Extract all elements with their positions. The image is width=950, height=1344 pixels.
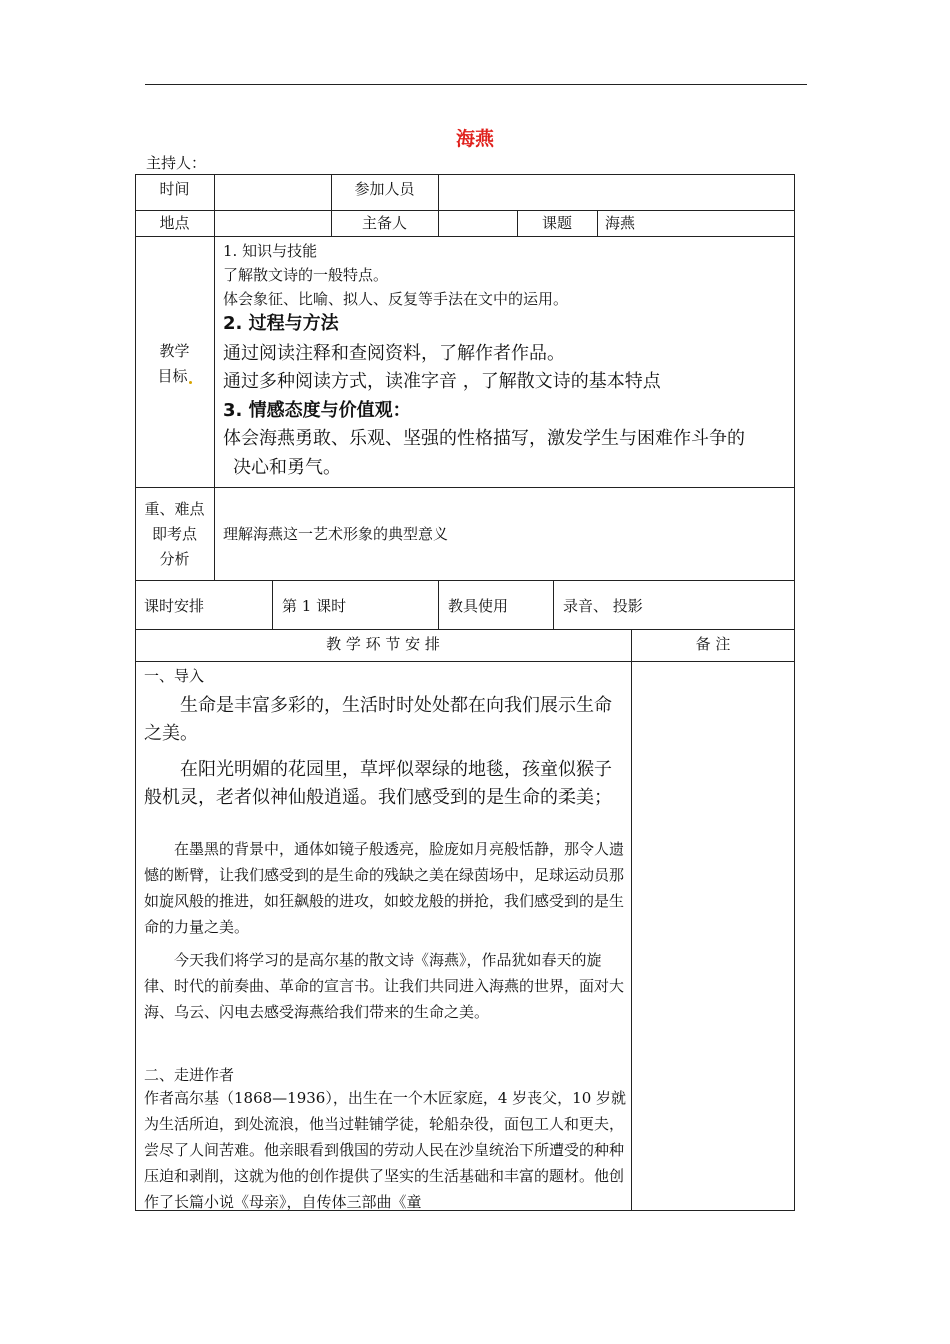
col-divider	[272, 580, 273, 629]
row-divider	[135, 580, 795, 581]
goal-2-heading: 2. 过程与方法	[223, 313, 339, 334]
row-divider	[135, 210, 795, 211]
goal-3-line1: 体会海燕勇敢、乐观、坚强的性格描写，激发学生与困难作斗争的	[223, 428, 745, 449]
teaching-tools-value: 录音、 投影	[563, 597, 643, 615]
key-points-label-line2: 即考点	[151, 525, 197, 543]
row-divider	[135, 236, 795, 237]
host-label: 主持人：	[146, 154, 207, 172]
teaching-tools-label: 教具使用	[448, 597, 509, 615]
teaching-steps-header: 教 学 环 节 安 排	[326, 635, 440, 653]
topic-value: 海燕	[605, 214, 636, 232]
key-points-content: 理解海燕这一艺术形象的典型意义	[223, 525, 449, 543]
key-points-label-line1: 重、难点	[144, 500, 205, 518]
time-label: 时间	[159, 180, 190, 198]
col-divider	[597, 210, 598, 236]
page-title: 海燕	[455, 128, 494, 150]
preparer-label: 主备人	[361, 214, 407, 232]
class-hours-label: 课时安排	[144, 597, 205, 615]
intro-paragraph-4: 今天我们将学习的是高尔基的散文诗《海燕》，作品犹如春天的旋律、时代的前奏曲、革命的宣言书。让我们共同进入海燕的世界，面对大海、乌云、闪电去感受海燕给我们带来的生命之美。	[144, 951, 625, 1021]
intro-paragraph-1: 生命是丰富多彩的，生活时时处处都在向我们展示生命之美。	[144, 695, 612, 744]
notes-header: 备 注	[695, 635, 731, 653]
goal-1-line2: 体会象征、比喻、拟人、反复等手法在文中的运用。	[223, 290, 569, 308]
goal-2-line1: 通过阅读注释和查阅资料，了解作者作品。	[223, 343, 565, 364]
goal-1-heading: 1. 知识与技能	[223, 242, 318, 260]
goal-3-heading: 3. 情感态度与价值观：	[223, 400, 411, 421]
row-divider	[135, 629, 795, 630]
goal-3-line2: 决心和勇气。	[233, 457, 341, 478]
row-divider	[135, 661, 795, 662]
row-divider	[135, 487, 795, 488]
col-divider	[631, 629, 632, 1211]
participants-label: 参加人员	[354, 180, 415, 198]
col-divider	[553, 580, 554, 629]
goals-label-line1: 教学	[159, 342, 190, 360]
class-hours-value: 第 1 课时	[282, 597, 347, 615]
intro-paragraph-3: 在墨黑的背景中，通体如镜子般透亮，脸庞如月亮般恬静，那令人遗憾的断臂，让我们感受到的是生命的残缺之美在绿茵场中，足球运动员那如旋风般的推进，如狂飙般的进攻，如蛟龙般的拼抢，我们感受到的是生命的力量之美。	[144, 840, 625, 936]
author-paragraph: 作者高尔基（1868—1936），出生在一个木匠家庭，4 岁丧父，10 岁就为生活所迫，到处流浪，他当过鞋铺学徒，轮船杂役，面包工人和更夫，尝尽了人间苦难。他亲眼看到俄国的劳动人民在沙皇统治下所遭受的种种压迫和剥削，这就为他的创作提供了坚实的生活基础和丰富的题材。他创作了长篇小说《母亲》，自传体三部曲《童	[144, 1089, 627, 1211]
goals-label-line2: 目标	[135, 366, 214, 386]
col-divider	[438, 580, 439, 629]
col-divider	[438, 174, 439, 236]
col-divider	[214, 236, 215, 580]
key-points-label-line3: 分析	[159, 550, 190, 568]
place-label: 地点	[159, 214, 190, 232]
intro-paragraph-2: 在阳光明媚的花园里，草坪似翠绿的地毯，孩童似猴子般机灵，老者似神仙般逍遥。我们感受到的是生命的柔美；	[144, 759, 612, 808]
goal-1-line1: 了解散文诗的一般特点。	[223, 266, 389, 284]
col-divider	[214, 174, 215, 236]
author-heading: 二、走进作者	[144, 1066, 235, 1084]
topic-label: 课题	[541, 214, 572, 232]
header-rule	[145, 84, 807, 85]
intro-heading: 一、导入	[144, 667, 205, 685]
goal-2-line2: 通过多种阅读方式，读准字音 ，了解散文诗的基本特点	[223, 371, 661, 392]
